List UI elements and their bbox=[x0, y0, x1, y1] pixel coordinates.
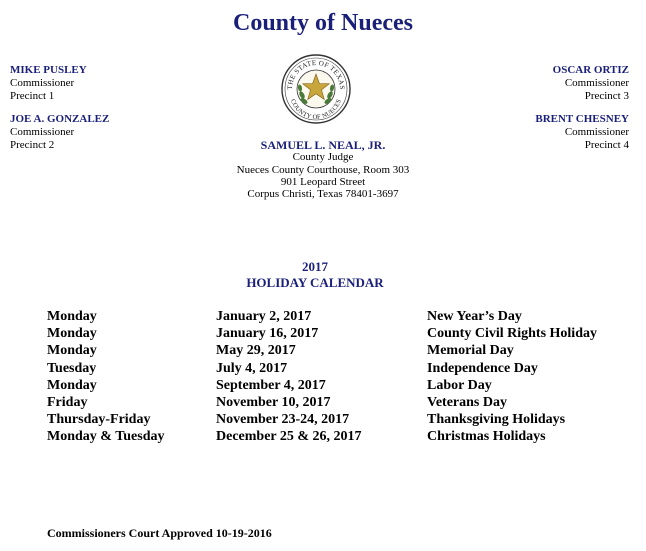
holiday-name: County Civil Rights Holiday bbox=[427, 326, 597, 342]
calendar-title: HOLIDAY CALENDAR bbox=[246, 275, 384, 290]
holiday-date: September 4, 2017 bbox=[216, 377, 326, 393]
holiday-day: Friday bbox=[47, 395, 88, 411]
holiday-date: January 2, 2017 bbox=[216, 309, 312, 324]
calendar-heading bbox=[0, 259, 630, 291]
judge-title: County Judge bbox=[292, 151, 354, 164]
commissioner-precinct: Precinct 3 bbox=[584, 90, 629, 102]
commissioner-precinct: Precinct 2 bbox=[10, 139, 55, 151]
holiday-name: Veterans Day bbox=[427, 395, 507, 411]
judge-name: SAMUEL L. NEAL, JR. bbox=[260, 138, 386, 152]
holiday-date: December 25 & 26, 2017 bbox=[216, 429, 362, 445]
holiday-day: Thursday-Friday bbox=[47, 412, 151, 428]
table-row bbox=[47, 428, 607, 445]
holiday-name: Independence Day bbox=[427, 360, 538, 376]
holiday-day: Monday & Tuesday bbox=[47, 429, 165, 445]
holiday-day: Tuesday bbox=[47, 360, 97, 376]
table-row bbox=[47, 325, 607, 342]
holiday-name: Thanksgiving Holidays bbox=[427, 412, 566, 428]
seal-text-bottom: COUNTY OF NUECES bbox=[288, 98, 343, 122]
holiday-day: Monday bbox=[47, 377, 97, 393]
holiday-name: New Year’s Day bbox=[427, 309, 522, 324]
commissioner-role: Commissioner bbox=[10, 77, 75, 89]
table-row bbox=[47, 308, 607, 325]
commissioner-block-precinct-3 bbox=[553, 64, 629, 103]
page-title: County of Nueces bbox=[233, 10, 413, 36]
judge-address-line-2: 901 Leopard Street bbox=[280, 175, 366, 188]
commissioner-block-precinct-1 bbox=[10, 64, 87, 103]
holiday-date: November 10, 2017 bbox=[216, 395, 331, 411]
holiday-name: Labor Day bbox=[427, 377, 492, 393]
commissioner-name: JOE A. GONZALEZ bbox=[10, 113, 110, 125]
holiday-table bbox=[47, 308, 607, 446]
holiday-date: November 23-24, 2017 bbox=[216, 412, 350, 428]
holiday-day: Monday bbox=[47, 326, 97, 342]
calendar-year: 2017 bbox=[302, 259, 328, 274]
holiday-date: January 16, 2017 bbox=[216, 326, 319, 342]
holiday-day: Monday bbox=[47, 343, 97, 359]
commissioner-name: OSCAR ORTIZ bbox=[552, 64, 629, 76]
commissioner-name: BRENT CHESNEY bbox=[535, 113, 629, 125]
judge-address-line-1: Nueces County Courthouse, Room 303 bbox=[236, 163, 410, 176]
holiday-name: Memorial Day bbox=[427, 343, 514, 359]
table-row bbox=[47, 342, 607, 359]
commissioner-role: Commissioner bbox=[564, 126, 629, 138]
county-judge-block bbox=[0, 139, 646, 200]
approval-note: Commissioners Court Approved 10-19-2016 bbox=[47, 526, 272, 540]
table-row bbox=[47, 377, 607, 394]
commissioner-precinct: Precinct 4 bbox=[584, 139, 629, 151]
table-row bbox=[47, 360, 607, 377]
commissioner-role: Commissioner bbox=[10, 126, 75, 138]
commissioner-name: MIKE PUSLEY bbox=[10, 64, 87, 76]
holiday-name: Christmas Holidays bbox=[427, 429, 546, 445]
seal-text-top: THE STATE OF TEXAS bbox=[285, 58, 347, 90]
holiday-day: Monday bbox=[47, 309, 97, 324]
commissioner-precinct: Precinct 1 bbox=[10, 90, 55, 102]
table-row bbox=[47, 394, 607, 411]
holiday-date: May 29, 2017 bbox=[216, 343, 296, 359]
texas-star-seal-icon bbox=[280, 47, 352, 130]
table-row bbox=[47, 411, 607, 428]
commissioner-role: Commissioner bbox=[564, 77, 629, 89]
holiday-date: July 4, 2017 bbox=[216, 360, 288, 376]
judge-address-line-3: Corpus Christi, Texas 78401-3697 bbox=[247, 188, 399, 201]
